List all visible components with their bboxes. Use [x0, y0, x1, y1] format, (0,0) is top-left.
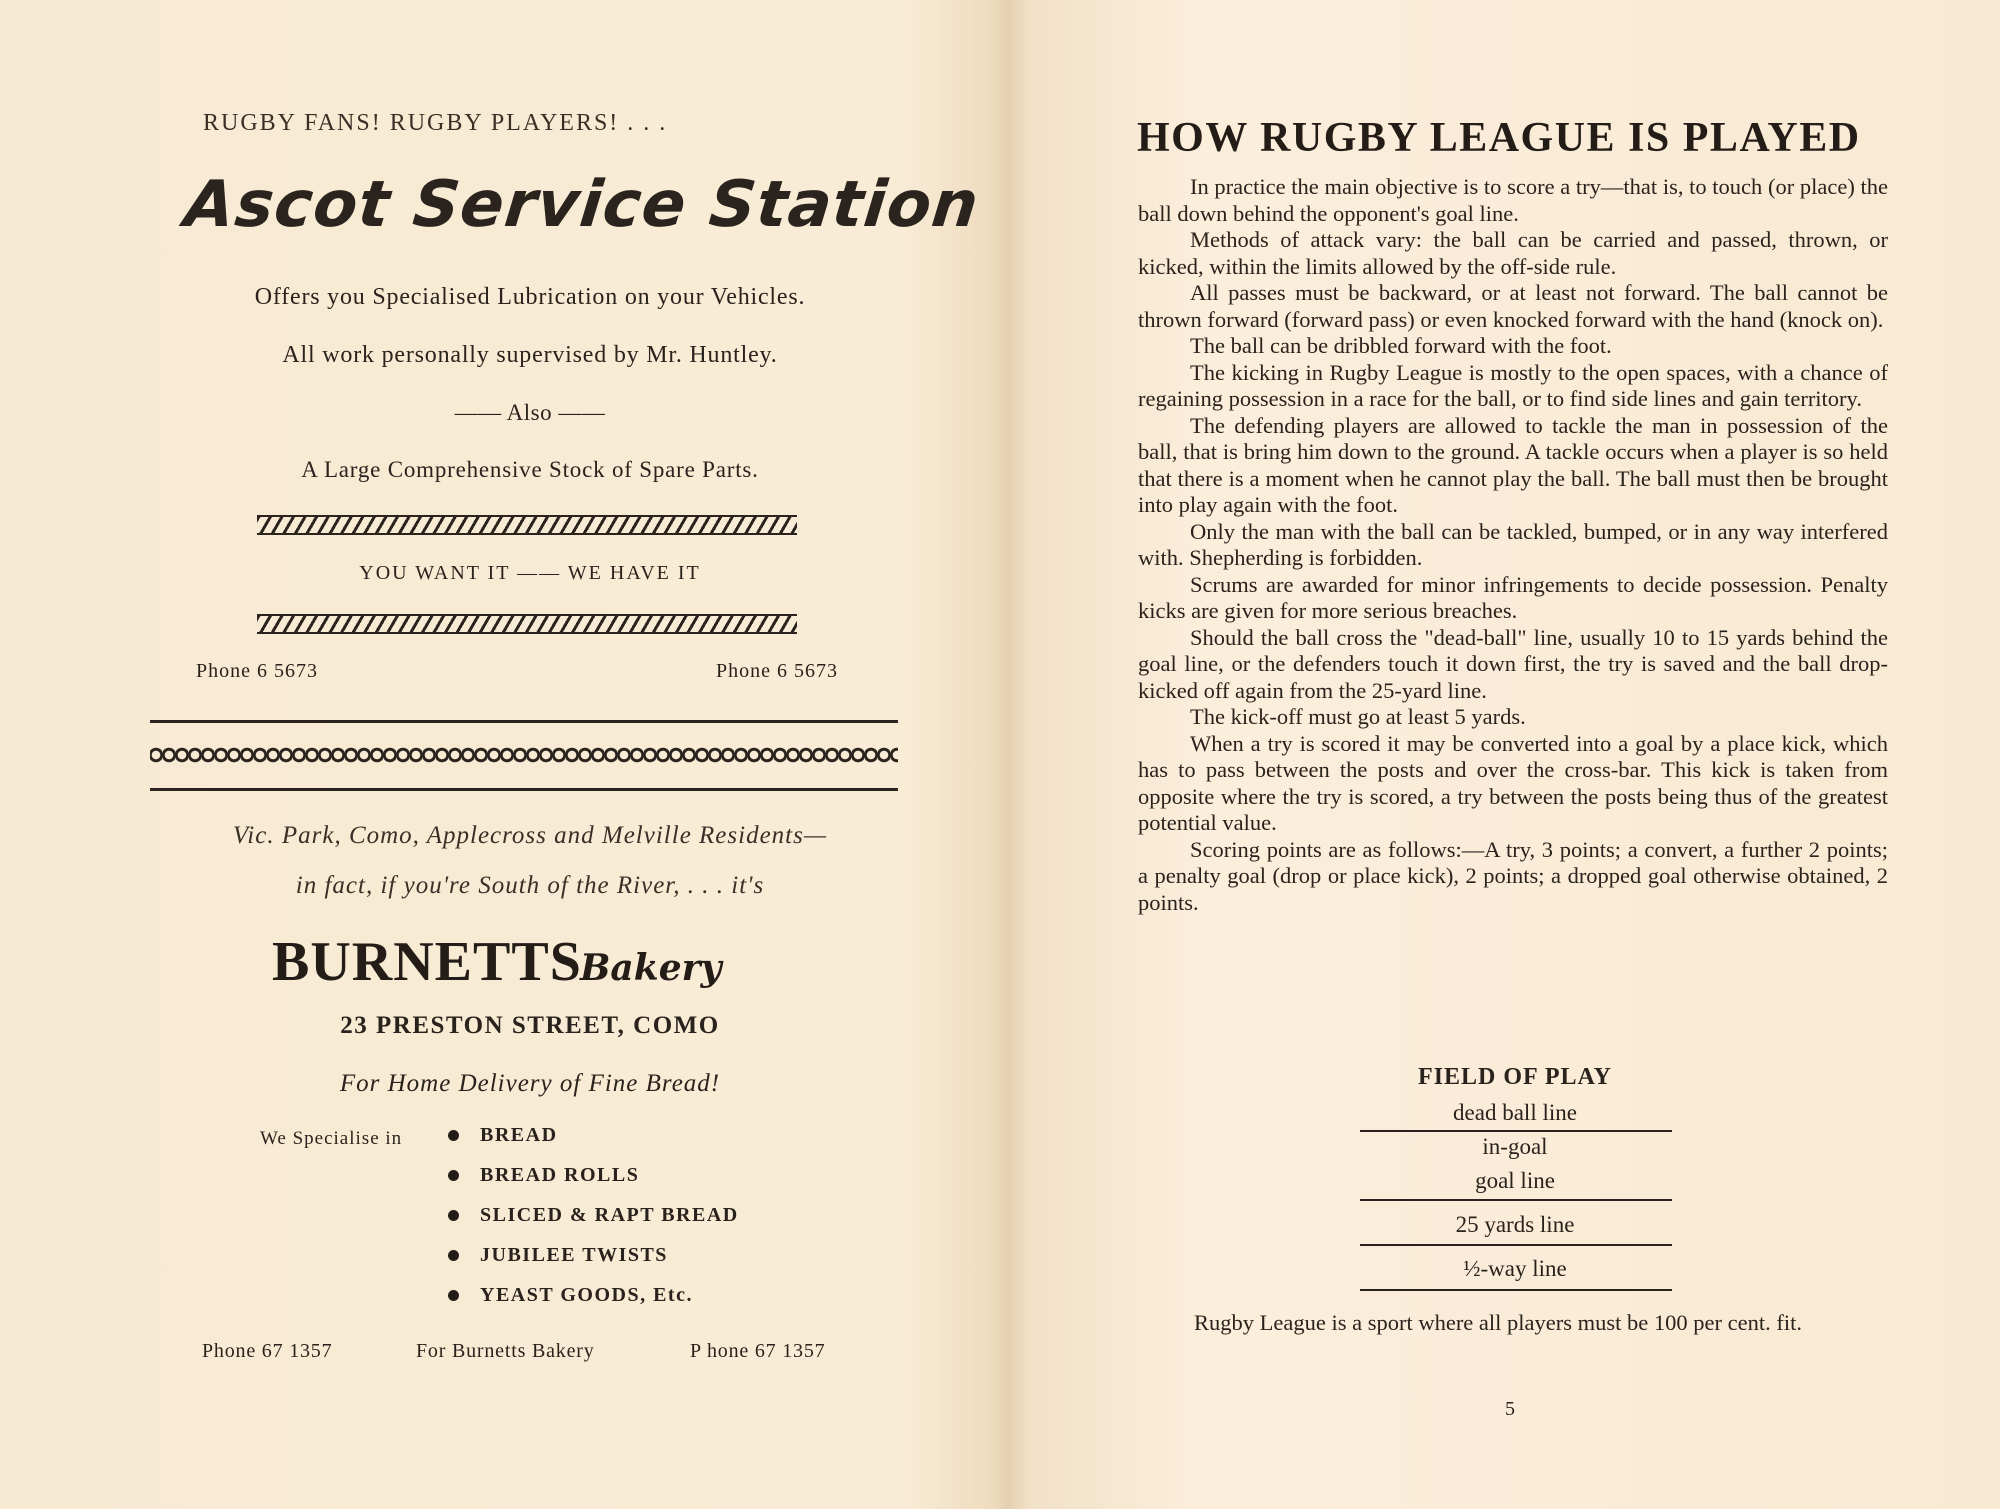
bakery-script-heading: Bakery: [580, 947, 722, 989]
bullet-icon: [448, 1130, 459, 1141]
page-title: HOW RUGBY LEAGUE IS PLAYED: [1137, 115, 1861, 161]
paragraph: Methods of attack vary: the ball can be carried and passed, thrown, or kicked, within the limits allowed by the off-side rule.: [1138, 227, 1888, 279]
burnetts-tagline: For Home Delivery of Fine Bread!: [339, 1070, 721, 1097]
divider-rule: [150, 720, 898, 723]
divider-rule: [150, 788, 898, 791]
intro-line: RUGBY FANS! RUGBY PLAYERS! . . .: [203, 110, 668, 136]
halfway-line-label: ½-way line: [1463, 1256, 1567, 1281]
field-of-play-heading: FIELD OF PLAY: [1418, 1064, 1612, 1090]
paragraph: The kicking in Rugby League is mostly to the open spaces, with a chance of regaining possession in a race for the ball, or to find side lines and gain territory.: [1138, 359, 1888, 411]
bullet-icon: [448, 1290, 459, 1301]
burnetts-phone-left: Phone 67 1357: [202, 1340, 333, 1362]
specialty-list: [448, 1124, 739, 1324]
list-item: SLICED & RAPT BREAD: [448, 1204, 739, 1244]
ascot-phone-right: Phone 6 5673: [716, 660, 838, 682]
paragraph: When a try is scored it may be converted into a goal by a place kick, which has to pass between the posts and over the cross-bar. This kick is taken from opposite where the try is scored, a try between the posts being thus of the greatest potential value.: [1138, 730, 1888, 835]
in-goal-label: in-goal: [1482, 1134, 1548, 1159]
list-item: JUBILEE TWISTS: [448, 1244, 739, 1284]
dead-ball-line-label: dead ball line: [1453, 1100, 1577, 1125]
field-line: [1360, 1199, 1672, 1201]
burnetts-residents-line: Vic. Park, Como, Applecross and Melville Residents—: [232, 822, 828, 849]
page-number: 5: [1505, 1398, 1515, 1420]
burnetts-address: 23 PRESTON STREET, COMO: [340, 1012, 720, 1039]
paragraph: Should the ball cross the "dead-ball" line, usually 10 to 15 yards behind the goal line, or the defenders touch it down first, the try is saved and the ball drop-kicked off again from the 25-yard line.: [1138, 624, 1888, 703]
list-item: YEAST GOODS, Etc.: [448, 1284, 739, 1324]
field-line: [1360, 1289, 1672, 1291]
decorative-border: [257, 614, 797, 634]
paragraph: The kick-off must go at least 5 yards.: [1190, 704, 1526, 729]
field-line: [1360, 1130, 1672, 1132]
goal-line-label: goal line: [1475, 1168, 1555, 1193]
twenty-five-yards-line-label: 25 yards line: [1455, 1212, 1575, 1237]
ascot-service-station-heading: Ascot Service Station: [181, 168, 983, 242]
burnetts-phone-right: P hone 67 1357: [690, 1340, 826, 1362]
burnetts-south-line: in fact, if you're South of the River, . . . it's: [295, 872, 765, 899]
specialise-label: We Specialise in: [260, 1128, 403, 1149]
ascot-supervised-line: All work personally supervised by Mr. Huntley.: [282, 342, 778, 368]
paragraph: All passes must be backward, or at least not forward. The ball cannot be thrown forward (forward pass) or even knocked forward with the hand (knock on).: [1138, 280, 1888, 332]
burnetts-heading: BURNETTS: [272, 931, 582, 993]
closing-paragraph: Rugby League is a sport where all players must be 100 per cent. fit.: [1194, 1310, 1802, 1335]
paragraph: Scrums are awarded for minor infringements to decide possession. Penalty kicks are given for more serious breaches.: [1138, 571, 1888, 623]
bullet-icon: [448, 1210, 459, 1221]
paragraph: In practice the main objective is to score a try—that is, to touch (or place) the ball down behind the opponent's goal line.: [1138, 174, 1888, 226]
list-item: BREAD: [448, 1124, 739, 1164]
paragraph: Scoring points are as follows:—A try, 3 points; a convert, a further 2 points; a penalty goal (drop or place kick), 2 points; a dropped goal otherwise obtained, 2 points.: [1138, 836, 1888, 915]
bullet-icon: [448, 1250, 459, 1261]
ascot-offer-line: Offers you Specialised Lubrication on your Vehicles.: [254, 284, 806, 310]
paragraph: Only the man with the ball can be tackled, bumped, or in any way interfered with. Shepherding is forbidden.: [1138, 518, 1888, 570]
article-body: [1138, 174, 1888, 916]
decorative-border: [257, 515, 797, 535]
paragraph: The defending players are allowed to tackle the man in possession of the ball, that is bring him down to the ground. A tackle occurs when a player is so held that there is a moment when he cannot play the ball. The ball must then be brought into play again with the foot.: [1138, 412, 1888, 517]
decorative-chain-border: [150, 744, 898, 766]
ascot-also-line: —— Also ——: [454, 400, 606, 425]
list-item: BREAD ROLLS: [448, 1164, 739, 1204]
ascot-stock-line: A Large Comprehensive Stock of Spare Parts.: [301, 457, 759, 482]
ascot-phone-left: Phone 6 5673: [196, 660, 318, 682]
paragraph: The ball can be dribbled forward with the foot.: [1190, 333, 1612, 358]
bullet-icon: [448, 1170, 459, 1181]
field-line: [1360, 1244, 1672, 1246]
burnetts-footer-middle: For Burnetts Bakery: [416, 1340, 595, 1362]
ascot-slogan: YOU WANT IT —— WE HAVE IT: [359, 562, 701, 584]
